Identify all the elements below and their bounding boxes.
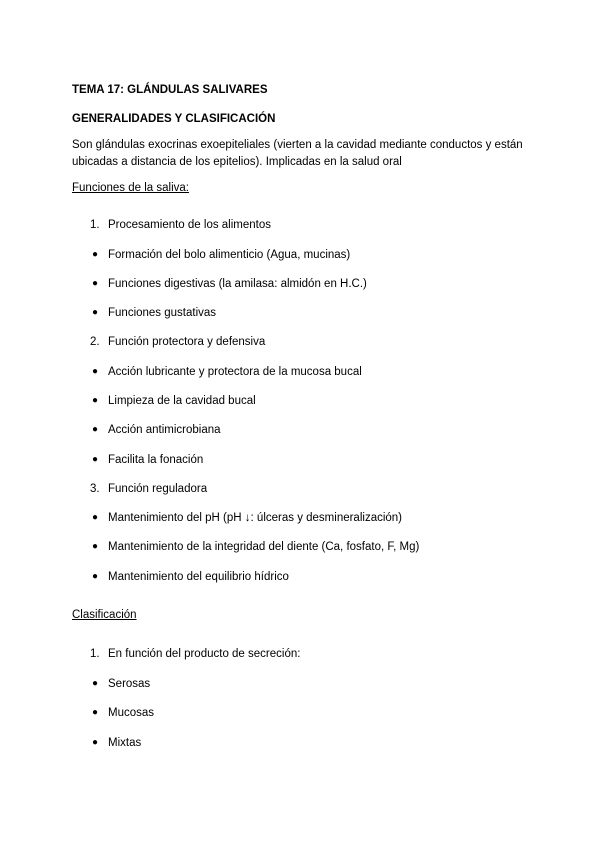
bullet-icon: ● <box>92 395 99 406</box>
list-item: Función reguladora <box>108 483 208 495</box>
bullet-icon: ● <box>92 512 99 523</box>
list-item: Formación del bolo alimenticio (Agua, mucinas) <box>108 249 351 261</box>
bullet-icon: ● <box>92 278 99 289</box>
list-item: Mantenimiento del pH (pH ↓: úlceras y desmineralización) <box>108 512 403 524</box>
list-item: Mixtas <box>108 737 142 749</box>
bullet-icon: ● <box>92 541 99 552</box>
funciones-heading: Funciones de la saliva: <box>72 182 189 194</box>
bullet-icon: ● <box>92 707 99 718</box>
list-item: Mantenimiento del equilibrio hídrico <box>108 571 289 583</box>
bullet-icon: ● <box>92 454 99 465</box>
bullet-icon: ● <box>92 678 99 689</box>
list-marker: 3. <box>90 483 100 495</box>
section-heading: GENERALIDADES Y CLASIFICACIÓN <box>72 113 276 125</box>
bullet-icon: ● <box>92 737 99 748</box>
list-item: Serosas <box>108 678 151 690</box>
intro-line-1: Son glándulas exocrinas exoepiteliales (vierten a la cavidad mediante conductos y están <box>72 139 523 151</box>
bullet-icon: ● <box>92 307 99 318</box>
list-item: Facilita la fonación <box>108 454 204 466</box>
list-item: Mantenimiento de la integridad del diente (Ca, fosfato, F, Mg) <box>108 541 420 553</box>
list-item: Procesamiento de los alimentos <box>108 219 271 231</box>
list-item: En función del producto de secreción: <box>108 648 301 660</box>
clasificacion-heading: Clasificación <box>72 609 137 621</box>
list-item: Acción antimicrobiana <box>108 424 221 436</box>
list-marker: 1. <box>90 648 100 660</box>
intro-line-2: ubicadas a distancia de los epitelios). Implicadas en la salud oral <box>72 156 402 168</box>
bullet-icon: ● <box>92 424 99 435</box>
list-item: Funciones digestivas (la amilasa: almidón en H.C.) <box>108 278 367 290</box>
list-item: Mucosas <box>108 707 155 719</box>
list-item: Limpieza de la cavidad bucal <box>108 395 256 407</box>
bullet-icon: ● <box>92 249 99 260</box>
list-marker: 2. <box>90 336 100 348</box>
list-item: Funciones gustativas <box>108 307 217 319</box>
list-marker: 1. <box>90 219 100 231</box>
list-item: Función protectora y defensiva <box>108 336 266 348</box>
page-title: TEMA 17: GLÁNDULAS SALIVARES <box>72 84 268 96</box>
bullet-icon: ● <box>92 366 99 377</box>
bullet-icon: ● <box>92 571 99 582</box>
list-item: Acción lubricante y protectora de la mucosa bucal <box>108 366 362 378</box>
